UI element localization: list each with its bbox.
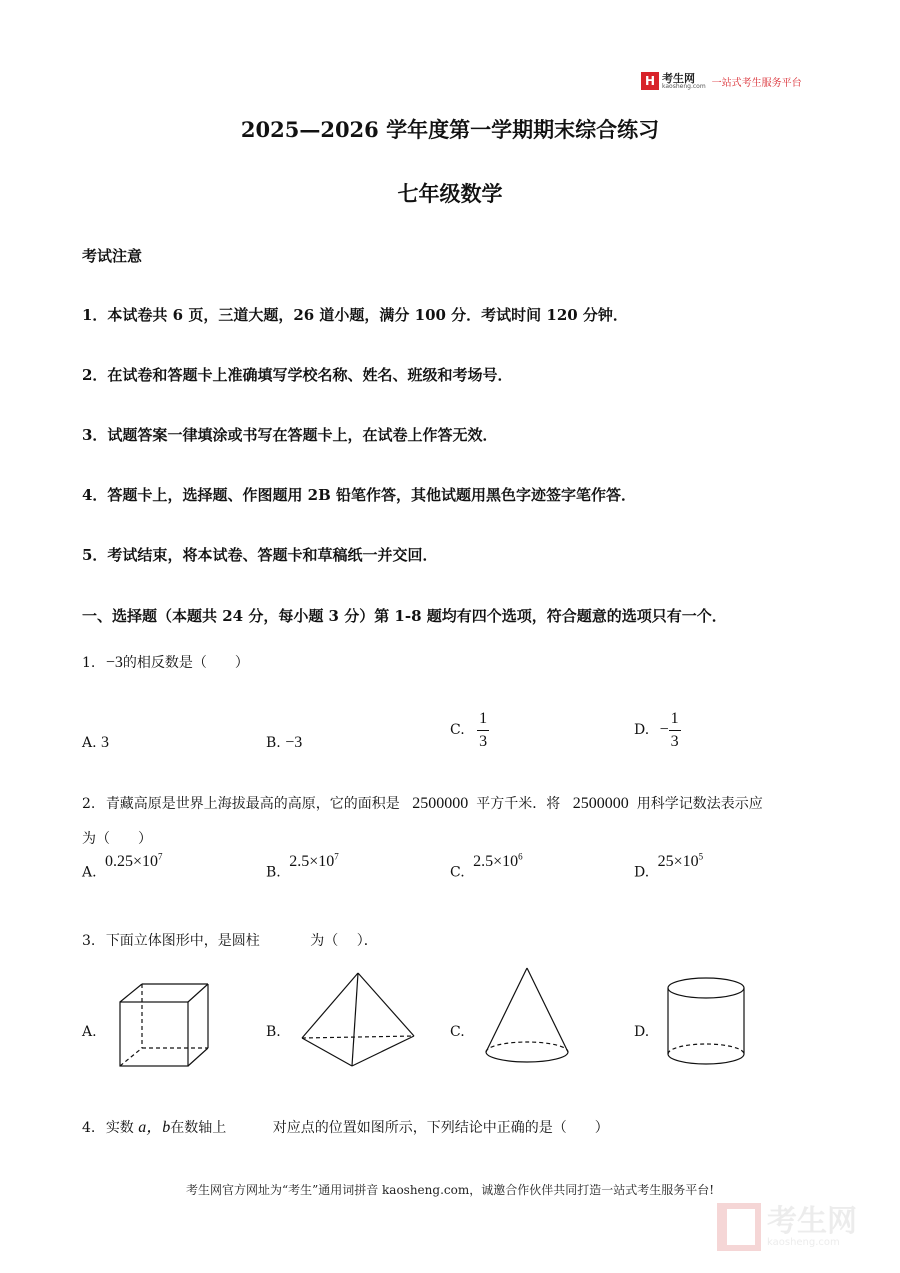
logo-slogan: 一站式考生服务平台 bbox=[711, 77, 802, 89]
cone-icon bbox=[482, 966, 572, 1066]
q4-text: 对应点的位置如图所示，下列结论中正确的是（ ） bbox=[272, 1120, 609, 1136]
option-label: B. bbox=[266, 735, 281, 751]
q2-option-b bbox=[266, 852, 339, 881]
fraction-denominator: 3 bbox=[479, 732, 488, 750]
header-logo bbox=[641, 72, 802, 90]
q2-value: 2500000 bbox=[572, 795, 629, 812]
fraction-numerator: 1 bbox=[479, 710, 488, 727]
watermark-logo bbox=[717, 1203, 857, 1251]
q1-option-d bbox=[634, 710, 681, 750]
cylinder-icon bbox=[664, 974, 748, 1068]
option-label: C. bbox=[450, 722, 465, 739]
q1-text: 的相反数是（ ） bbox=[122, 655, 249, 671]
q4-text: 实数 bbox=[105, 1120, 134, 1136]
question-3 bbox=[82, 930, 378, 950]
question-number: 4. bbox=[82, 1120, 96, 1136]
sci-base: 2.5×10 bbox=[473, 853, 519, 871]
q1-expression: −3 bbox=[105, 654, 123, 671]
notice-item: 3．试题答案一律填涂或书写在答题卡上，在试卷上作答无效． bbox=[82, 426, 498, 444]
notice-item: 1．本试卷共 6 页，三道大题，26 道小题，满分 100 分．考试时间 120 分钟． bbox=[82, 306, 628, 324]
minus-sign: − bbox=[659, 721, 669, 739]
sci-exponent: 7 bbox=[158, 852, 163, 862]
q3-option-c-label: C. bbox=[450, 1024, 465, 1040]
logo-mark: H bbox=[641, 72, 659, 90]
sci-base: 0.25×10 bbox=[105, 853, 159, 871]
option-value bbox=[289, 853, 339, 870]
option-label: A. bbox=[82, 735, 97, 751]
section-heading: 一、选择题（本题共 24 分，每小题 3 分）第 1-8 题均有四个选项，符合题意的选项只有一个． bbox=[82, 607, 727, 625]
q1-option-c bbox=[450, 710, 489, 750]
pyramid-icon bbox=[298, 970, 418, 1070]
question-4 bbox=[82, 1114, 609, 1137]
q2-text: 平方千米．将 bbox=[476, 796, 561, 812]
sci-exponent: 7 bbox=[334, 852, 339, 862]
watermark-name: 考生网 bbox=[767, 1203, 857, 1239]
footer-text: 考生网官方网址为“考生”通用词拼音 kaosheng.com，诚邀合作伙伴共同打造一站式考生服务平台! bbox=[185, 1183, 715, 1197]
question-number: 2. bbox=[82, 796, 96, 812]
question-number: 3. bbox=[82, 933, 96, 949]
option-value: −3 bbox=[285, 734, 303, 751]
question-1 bbox=[82, 652, 249, 672]
option-value bbox=[473, 853, 523, 870]
q4-variable: a， bbox=[138, 1119, 163, 1136]
q1-option-a bbox=[82, 734, 109, 752]
watermark-text bbox=[767, 1203, 857, 1248]
question-2 bbox=[82, 793, 822, 813]
sci-exponent: 6 bbox=[518, 852, 523, 862]
sci-exponent: 5 bbox=[698, 852, 704, 862]
q4-text: 在数轴上 bbox=[170, 1120, 227, 1136]
page-subtitle: 七年级数学 bbox=[397, 181, 503, 206]
q2-option-c bbox=[450, 852, 523, 881]
option-label: D. bbox=[634, 722, 650, 739]
question-number: 1. bbox=[82, 655, 96, 671]
q3-option-d-label: D. bbox=[634, 1024, 650, 1040]
notice-item: 4．答题卡上，选择题、作图题用 2B 铅笔作答，其他试题用黑色字迹签字笔作答． bbox=[82, 486, 637, 504]
q3-option-a-label: A. bbox=[82, 1024, 97, 1040]
option-value bbox=[105, 853, 163, 870]
option-label: D. bbox=[634, 864, 650, 881]
logo-domain: kaosheng.com bbox=[662, 82, 706, 90]
sci-base: 25×10 bbox=[657, 853, 699, 871]
q3-option-b-label: B. bbox=[266, 1024, 281, 1040]
cube-icon bbox=[112, 982, 212, 1072]
q4-variable: b bbox=[162, 1119, 171, 1136]
q2-text: 用科学记数法表示应 bbox=[636, 796, 763, 812]
fraction-numerator: 1 bbox=[670, 710, 679, 727]
q1-option-b bbox=[266, 734, 302, 752]
q2-option-a bbox=[82, 852, 163, 881]
notice-heading: 考试注意 bbox=[82, 247, 143, 265]
q3-text: 为（ ）． bbox=[310, 933, 378, 949]
q2-option-d bbox=[634, 852, 704, 881]
logo-text bbox=[662, 73, 706, 90]
logo-name: 考生网 bbox=[662, 71, 695, 85]
page-title: 2025—2026 学年度第一学期期末综合练习 bbox=[240, 117, 660, 142]
notice-item: 5．考试结束，将本试卷、答题卡和草稿纸一并交回． bbox=[82, 546, 438, 564]
q2-line2: 为（ ） bbox=[82, 831, 152, 847]
fraction-denominator: 3 bbox=[670, 732, 679, 750]
option-value bbox=[658, 853, 704, 870]
watermark-mark-icon bbox=[717, 1203, 761, 1251]
sci-base: 2.5×10 bbox=[289, 853, 335, 871]
fraction bbox=[477, 710, 489, 750]
q2-text: 青藏高原是世界上海拔最高的高原，它的面积是 bbox=[105, 796, 400, 812]
option-label: C. bbox=[450, 864, 465, 881]
q3-text: 下面立体图形中，是圆柱 bbox=[105, 933, 260, 949]
watermark-domain: kaosheng.com bbox=[767, 1236, 840, 1248]
option-label: B. bbox=[266, 864, 281, 881]
option-value: 3 bbox=[101, 734, 110, 751]
notice-item: 2．在试卷和答题卡上准确填写学校名称、姓名、班级和考场号． bbox=[82, 366, 513, 384]
q2-value: 2500000 bbox=[412, 795, 469, 812]
fraction bbox=[669, 710, 681, 750]
option-label: A. bbox=[82, 864, 97, 881]
